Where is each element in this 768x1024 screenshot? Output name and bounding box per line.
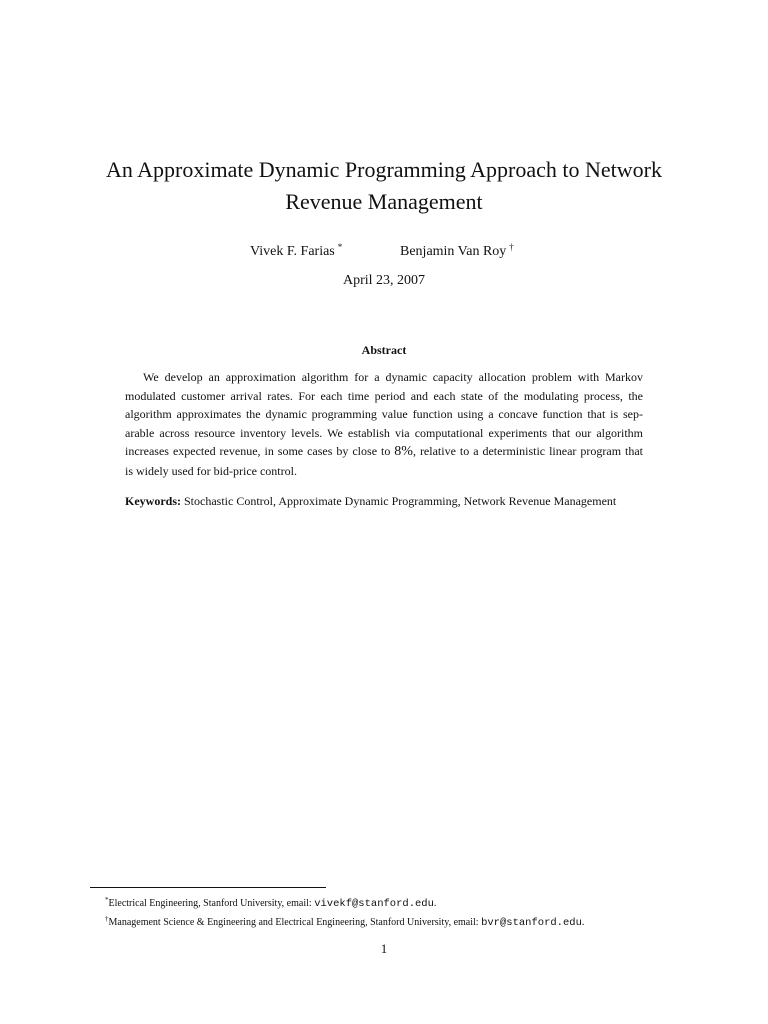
author-footnote-mark: * <box>337 242 343 252</box>
abstract-line: is widely used for bid-price control. <box>125 463 297 478</box>
abstract-line: modulated customer arrival rates. For each time period and each state of the modulating process, the <box>125 388 643 403</box>
email-address: vivekf@stanford.edu <box>314 898 434 910</box>
email-address: bvr@stanford.edu <box>481 917 582 929</box>
keywords <box>125 494 685 509</box>
keywords-label: Keywords: <box>125 494 181 508</box>
author-farias <box>250 238 342 261</box>
abstract-body <box>125 368 643 481</box>
abstract-line: We develop an approximation algorithm for a dynamic capacity allocation problem with Markov <box>143 370 643 384</box>
abstract-line: arable across resource inventory levels. We establish via computational experiments that our algorithm <box>125 425 643 440</box>
footnote-end: . <box>581 917 585 928</box>
abstract-heading: Abstract <box>361 343 407 357</box>
footnote-farias <box>105 893 745 912</box>
footnote-mark: † <box>105 915 109 923</box>
footnotes <box>105 893 745 931</box>
page-number: 1 <box>380 941 388 956</box>
author-name: Vivek F. Farias <box>250 244 335 259</box>
footnote-end: . <box>433 898 437 909</box>
author-name: Benjamin Van Roy <box>400 244 507 259</box>
footnote-van-roy <box>105 912 745 931</box>
footnote-text: Electrical Engineering, Stanford University, email: <box>108 898 315 909</box>
title-line-2: Revenue Management <box>285 189 483 214</box>
percentage-value: 8% <box>394 444 413 460</box>
keywords-text: Stochastic Control, Approximate Dynamic Programming, Network Revenue Management <box>181 494 617 508</box>
author-footnote-mark: † <box>509 242 514 252</box>
title-line-1: An Approximate Dynamic Programming Approach to Network <box>105 157 662 182</box>
abstract-line <box>125 442 643 462</box>
paper-date: April 23, 2007 <box>342 273 426 288</box>
footnote-divider <box>90 887 326 888</box>
abstract-line-text: , relative to a deterministic linear program that <box>412 444 644 459</box>
paper-title <box>60 154 708 218</box>
author-van-roy <box>400 238 514 261</box>
abstract-line: algorithm approximates the dynamic programming value function using a concave function that is sep- <box>125 407 643 422</box>
footnote-mark: * <box>105 896 109 904</box>
footnote-text: Management Science & Engineering and Electrical Engineering, Stanford University, email: <box>108 917 482 928</box>
abstract-line-text: increases expected revenue, in some cases by close to <box>125 444 395 459</box>
